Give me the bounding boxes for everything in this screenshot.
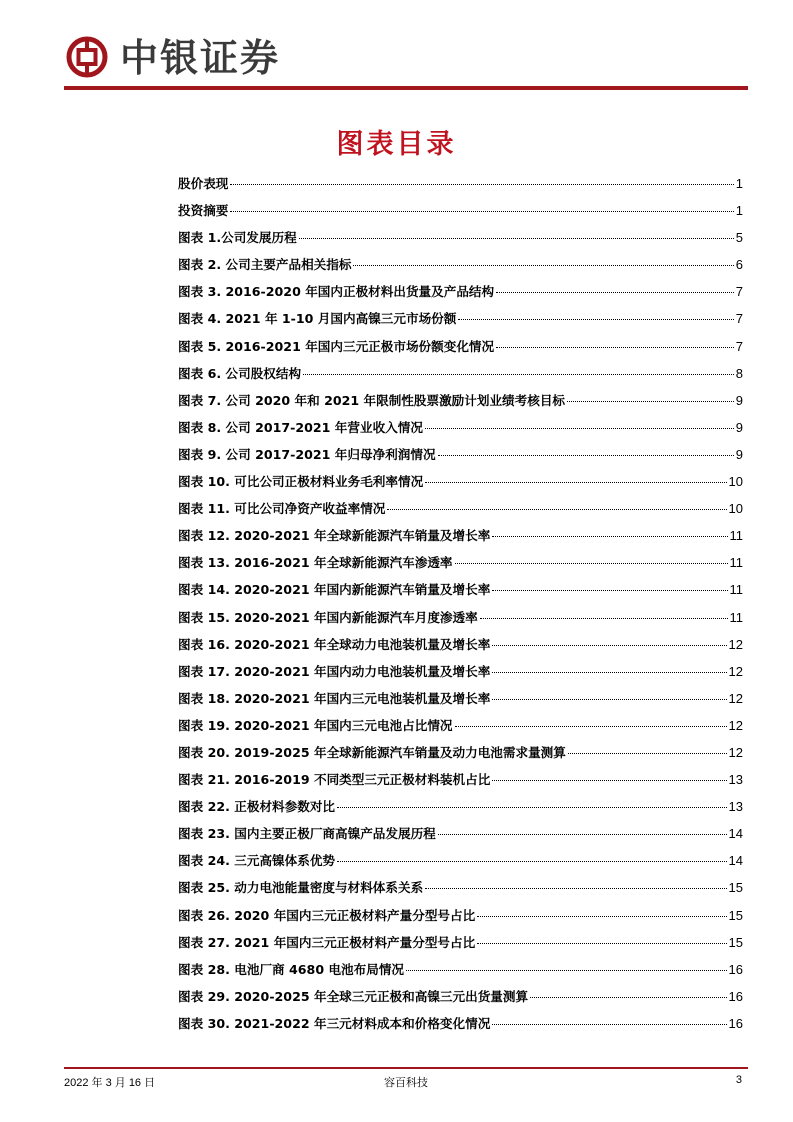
toc-entry-page: 11 [729,528,743,544]
toc-leader-dots [568,752,727,754]
toc-leader-dots [230,210,733,212]
toc-entry[interactable] [178,468,743,495]
toc-entry-page: 11 [729,582,743,598]
toc-leader-dots [230,183,733,185]
toc-entry[interactable] [178,739,743,766]
toc-leader-dots [438,454,734,456]
toc-entry[interactable] [178,170,743,197]
toc-leader-dots [438,833,727,835]
toc-entry-page: 16 [728,961,743,977]
toc-entry-label: 投资摘要 [178,203,229,219]
toc-entry-page: 6 [735,257,743,273]
toc-entry-label: 图表 18. 2020-2021 年国内三元电池装机量及增长率 [178,690,491,706]
toc-leader-dots [406,969,727,971]
toc-leader-dots [492,535,727,537]
toc-entry-label: 图表 14. 2020-2021 年国内新能源汽车销量及增长率 [178,582,491,598]
toc-leader-dots [477,942,726,944]
toc-entry-page: 7 [735,338,743,354]
toc-entry-label: 图表 26. 2020 年国内三元正极材料产量分型号占比 [178,907,476,923]
page-title: 图表目录 [336,129,457,160]
toc-entry[interactable] [178,847,743,874]
toc-entry-page: 13 [728,772,743,788]
toc-entry-label: 图表 24. 三元高镍体系优势 [178,853,336,869]
toc-leader-dots [353,264,733,266]
toc-entry-page: 12 [728,717,743,733]
toc-entry[interactable] [178,658,743,685]
toc-entry-label: 图表 5. 2016-2021 年国内三元正极市场份额变化情况 [178,338,495,354]
toc-leader-dots [337,806,727,808]
footer-date: 2022 年 3 月 16 日 [64,1077,156,1089]
toc-entry-label: 图表 19. 2020-2021 年国内三元电池占比情况 [178,717,453,733]
toc-entry-label: 图表 7. 公司 2020 年和 2021 年限制性股票激励计划业绩考核目标 [178,392,566,408]
header-divider [64,86,748,90]
toc-entry-label: 图表 27. 2021 年国内三元正极材料产量分型号占比 [178,934,476,950]
toc-entry-page: 16 [728,988,743,1004]
toc-entry[interactable] [178,251,743,278]
bank-of-china-logo-icon [66,36,108,78]
toc-entry-label: 图表 16. 2020-2021 年全球动力电池装机量及增长率 [178,636,491,652]
toc-leader-dots [458,318,733,320]
toc-entry-page: 1 [735,203,743,219]
toc-leader-dots [492,779,726,781]
toc-leader-dots [492,589,727,591]
toc-leader-dots [480,617,728,619]
toc-entry-label: 图表 2. 公司主要产品相关指标 [178,257,352,273]
page-footer [64,1074,748,1094]
toc-entry-page: 9 [735,419,743,435]
toc-entry[interactable] [178,495,743,522]
footer-page-number: 3 [735,1074,742,1086]
toc-entry-label: 图表 30. 2021-2022 年三元材料成本和价格变化情况 [178,1015,491,1031]
toc-entry-page: 9 [735,392,743,408]
toc-leader-dots [492,1023,726,1025]
toc-entry-page: 16 [728,1015,743,1031]
toc-entry[interactable] [178,387,743,414]
toc-entry-label: 图表 13. 2016-2021 年全球新能源汽车渗透率 [178,555,453,571]
toc-entry[interactable] [178,685,743,712]
table-of-contents [178,170,743,1037]
toc-entry[interactable] [178,983,743,1010]
toc-leader-dots [425,481,726,483]
toc-leader-dots [530,996,726,998]
toc-entry-label: 图表 20. 2019-2025 年全球新能源汽车销量及动力电池需求量测算 [178,744,566,760]
toc-entry-label: 图表 17. 2020-2021 年国内动力电池装机量及增长率 [178,663,491,679]
toc-entry[interactable] [178,766,743,793]
footer-company: 容百科技 [384,1077,428,1089]
toc-entry-label: 图表 4. 2021 年 1-10 月国内高镍三元市场份额 [178,311,457,327]
footer-divider [64,1067,748,1069]
toc-entry-label: 图表 15. 2020-2021 年国内新能源汽车月度渗透率 [178,609,478,625]
page-header [64,26,748,90]
toc-entry[interactable] [178,712,743,739]
toc-entry-page: 15 [728,934,743,950]
toc-entry-label: 图表 28. 电池厂商 4680 电池布局情况 [178,961,405,977]
toc-entry-page: 12 [728,663,743,679]
toc-entry-page: 12 [728,636,743,652]
toc-leader-dots [387,508,726,510]
toc-leader-dots [299,237,734,239]
toc-entry[interactable] [178,874,743,901]
brand-name: 中银证券 [120,35,281,80]
toc-entry-page: 12 [728,690,743,706]
toc-entry-label: 图表 3. 2016-2020 年国内正极材料出货量及产品结构 [178,284,495,300]
toc-entry[interactable] [178,414,743,441]
toc-leader-dots [567,400,734,402]
toc-entry[interactable] [178,305,743,332]
toc-leader-dots [477,915,726,917]
toc-entry-page: 15 [728,880,743,896]
toc-entry-page: 9 [735,446,743,462]
toc-entry[interactable] [178,197,743,224]
toc-leader-dots [492,671,726,673]
toc-entry-page: 15 [728,907,743,923]
toc-leader-dots [492,698,726,700]
toc-leader-dots [496,291,734,293]
toc-entry-label: 股价表现 [178,176,229,191]
toc-entry-label: 图表 25. 动力电池能量密度与材料体系关系 [178,880,424,896]
toc-leader-dots [425,887,726,889]
toc-entry[interactable] [178,549,743,576]
toc-entry-label: 图表 23. 国内主要正极厂商高镍产品发展历程 [178,826,436,842]
toc-entry[interactable] [178,604,743,631]
toc-leader-dots [455,562,728,564]
toc-entry-page: 11 [729,609,743,625]
toc-entry[interactable] [178,956,743,983]
toc-entry-label: 图表 9. 公司 2017-2021 年归母净利润情况 [178,446,436,462]
toc-entry[interactable] [178,360,743,387]
toc-entry-page: 14 [728,826,743,842]
toc-entry-label: 图表 12. 2020-2021 年全球新能源汽车销量及增长率 [178,528,491,544]
toc-entry-page: 12 [728,744,743,760]
toc-entry-page: 1 [735,176,743,191]
toc-entry-label: 图表 6. 公司股权结构 [178,365,302,381]
toc-entry-page: 5 [735,230,743,246]
toc-leader-dots [425,427,734,429]
toc-entry[interactable] [178,1010,743,1037]
toc-entry[interactable] [178,333,743,360]
toc-entry[interactable] [178,793,743,820]
toc-entry-page: 7 [735,284,743,300]
toc-entry[interactable] [178,820,743,847]
toc-entry[interactable] [178,929,743,956]
toc-entry-page: 10 [728,474,743,490]
toc-leader-dots [492,644,726,646]
toc-entry-page: 7 [735,311,743,327]
toc-entry-page: 10 [728,501,743,517]
toc-entry-label: 图表 8. 公司 2017-2021 年营业收入情况 [178,419,423,435]
toc-entry[interactable] [178,576,743,603]
toc-leader-dots [303,373,734,375]
toc-entry-label: 图表 22. 正极材料参数对比 [178,799,336,815]
toc-entry[interactable] [178,522,743,549]
toc-entry[interactable] [178,224,743,251]
toc-entry[interactable] [178,278,743,305]
toc-leader-dots [337,860,727,862]
toc-entry[interactable] [178,441,743,468]
toc-leader-dots [496,346,734,348]
toc-entry-page: 13 [728,799,743,815]
toc-entry-label: 图表 10. 可比公司正极材料业务毛利率情况 [178,474,424,490]
toc-entry-page: 14 [728,853,743,869]
toc-entry-label: 图表 1.公司发展历程 [178,230,297,246]
toc-entry-label: 图表 11. 可比公司净资产收益率情况 [178,501,386,517]
toc-entry-page: 8 [735,365,743,381]
toc-entry[interactable] [178,902,743,929]
toc-entry-label: 图表 21. 2016-2019 不同类型三元正极材料装机占比 [178,772,491,788]
toc-leader-dots [455,725,727,727]
toc-entry[interactable] [178,631,743,658]
toc-entry-label: 图表 29. 2020-2025 年全球三元正极和高镍三元出货量测算 [178,988,529,1004]
toc-entry-page: 11 [729,555,743,571]
